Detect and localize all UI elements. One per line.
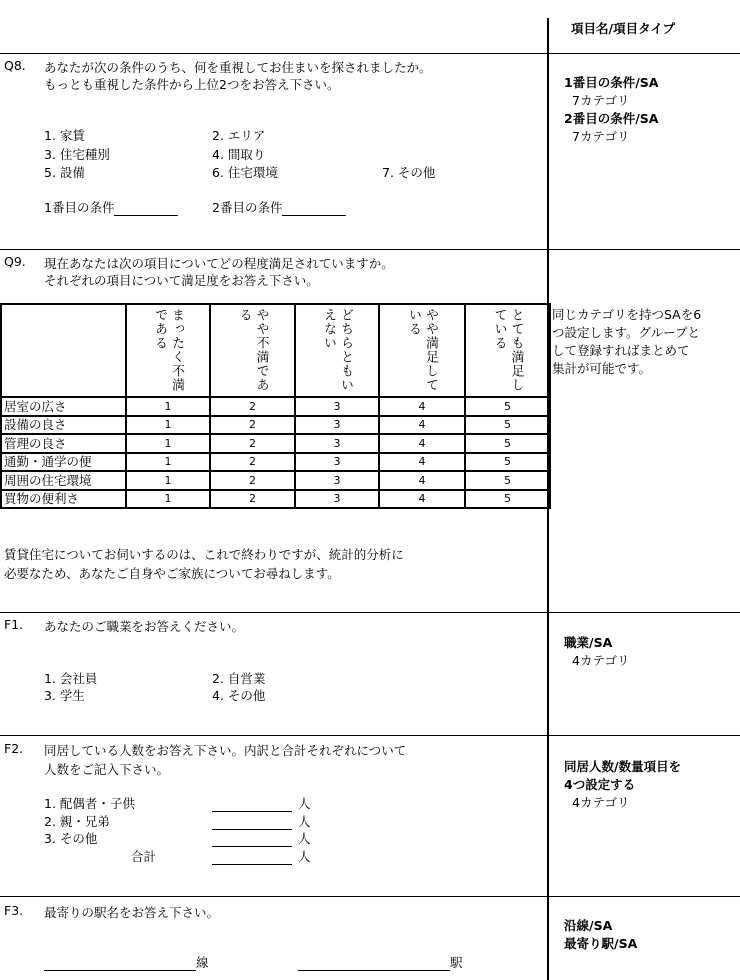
q8-side-item2: 2番目の条件/SA xyxy=(564,111,659,126)
q8-answer-2-label: 2番目の条件 xyxy=(212,200,283,215)
table-row xyxy=(1,416,550,435)
grid-header-row xyxy=(1,304,550,397)
q9-number: Q9. xyxy=(4,254,26,269)
grid-option-cell[interactable]: 4 xyxy=(379,434,465,453)
f3-line-input xyxy=(44,953,209,971)
section-divider xyxy=(0,249,740,250)
q8-text-line1: あなたが次の条件のうち、何を重視してお住まいを探されましたか。 xyxy=(44,60,432,75)
q8-side-cat2: 7カテゴリ xyxy=(572,129,630,144)
grid-row-label: 居室の広さ xyxy=(1,397,126,416)
q9-side-note-4: 集計が可能です。 xyxy=(552,361,652,376)
f1-side-item: 職業/SA xyxy=(564,635,613,650)
grid-option-cell[interactable]: 4 xyxy=(379,490,465,509)
q9-side-note-1: 同じカテゴリを持つSAを6 xyxy=(552,307,702,322)
q8-answer-2-blank[interactable] xyxy=(282,203,346,216)
f2-total-blank[interactable] xyxy=(212,852,292,865)
f3-number: F3. xyxy=(4,903,24,918)
table-row xyxy=(1,453,550,472)
f2-item-2-input xyxy=(212,812,311,830)
grid-option-cell[interactable]: 4 xyxy=(379,453,465,472)
f2-item-2-unit: 人 xyxy=(298,814,311,829)
grid-option-cell[interactable]: 4 xyxy=(379,471,465,490)
grid-option-cell[interactable]: 5 xyxy=(465,453,550,472)
grid-option-cell[interactable]: 4 xyxy=(379,397,465,416)
section-divider xyxy=(0,735,740,736)
intro-line1: 賃貸住宅についてお伺いするのは、これで終わりですが、統計的分析に xyxy=(4,547,404,562)
grid-column-header: とても満足している xyxy=(465,304,550,397)
grid-option-cell[interactable]: 4 xyxy=(379,416,465,435)
q8-text-line2: もっとも重視した条件から上位2つをお答え下さい。 xyxy=(44,77,340,92)
q9-side-note-3: して登録すればまとめて xyxy=(552,343,690,358)
grid-row-label: 通勤・通学の便 xyxy=(1,453,126,472)
grid-row-label: 周囲の住宅環境 xyxy=(1,471,126,490)
grid-option-cell[interactable]: 1 xyxy=(126,471,210,490)
f2-text-line2: 人数をご記入下さい。 xyxy=(44,762,170,777)
grid-option-cell[interactable]: 5 xyxy=(465,471,550,490)
f2-total-label: 合計 xyxy=(131,849,157,864)
q8-side-cat1: 7カテゴリ xyxy=(572,93,630,108)
grid-option-cell[interactable]: 5 xyxy=(465,434,550,453)
grid-option-cell[interactable]: 3 xyxy=(295,490,379,509)
grid-row-label: 買物の便利さ xyxy=(1,490,126,509)
grid-option-cell[interactable]: 2 xyxy=(210,416,295,435)
f1-number: F1. xyxy=(4,617,24,632)
grid-option-cell[interactable]: 1 xyxy=(126,453,210,472)
grid-option-cell[interactable]: 3 xyxy=(295,416,379,435)
grid-option-cell[interactable]: 5 xyxy=(465,416,550,435)
table-row xyxy=(1,471,550,490)
q8-answer-1 xyxy=(44,198,178,216)
section-divider xyxy=(0,612,740,613)
grid-option-cell[interactable]: 5 xyxy=(465,397,550,416)
grid-option-cell[interactable]: 2 xyxy=(210,434,295,453)
grid-option-cell[interactable]: 3 xyxy=(295,453,379,472)
grid-column-header: まったく不満である xyxy=(126,304,210,397)
q8-option-3: 3. 住宅種別 xyxy=(44,147,110,162)
grid-row-label: 設備の良さ xyxy=(1,416,126,435)
q8-option-2: 2. エリア xyxy=(212,128,266,143)
f2-item-3-blank[interactable] xyxy=(212,834,292,847)
f3-text-line1: 最寄りの駅名をお答え下さい。 xyxy=(44,905,220,920)
f1-side-cat: 4カテゴリ xyxy=(572,653,630,668)
f2-number: F2. xyxy=(4,741,24,756)
f3-side-item2: 最寄り駅/SA xyxy=(564,936,638,951)
grid-option-cell[interactable]: 1 xyxy=(126,416,210,435)
section-divider xyxy=(0,896,740,897)
f1-option-3: 3. 学生 xyxy=(44,688,85,703)
f3-side-item1: 沿線/SA xyxy=(564,918,613,933)
intro-line2: 必要なため、あなたご自身やご家族についてお尋ねします。 xyxy=(4,566,340,581)
q8-answer-1-label: 1番目の条件 xyxy=(44,200,115,215)
grid-row-label: 管理の良さ xyxy=(1,434,126,453)
grid-option-cell[interactable]: 2 xyxy=(210,471,295,490)
grid-corner-cell xyxy=(1,304,126,397)
table-row xyxy=(1,434,550,453)
grid-option-cell[interactable]: 1 xyxy=(126,434,210,453)
f3-line-blank[interactable] xyxy=(44,958,196,971)
table-row xyxy=(1,490,550,509)
f2-side-item2: 4つ設定する xyxy=(564,777,636,792)
q8-option-6: 6. 住宅環境 xyxy=(212,165,278,180)
grid-option-cell[interactable]: 1 xyxy=(126,490,210,509)
grid-option-cell[interactable]: 2 xyxy=(210,453,295,472)
f2-item-3-unit: 人 xyxy=(298,831,311,846)
grid-option-cell[interactable]: 5 xyxy=(465,490,550,509)
f2-side-item1: 同居人数/数量項目を xyxy=(564,759,682,774)
f2-item-1-unit: 人 xyxy=(298,796,311,811)
grid-option-cell[interactable]: 3 xyxy=(295,471,379,490)
f2-item-2: 2. 親・兄弟 xyxy=(44,814,110,829)
f1-option-4: 4. その他 xyxy=(212,688,266,703)
f3-line-label: 線 xyxy=(196,955,209,970)
q8-option-4: 4. 間取り xyxy=(212,147,266,162)
f2-item-3-input xyxy=(212,829,311,847)
grid-option-cell[interactable]: 2 xyxy=(210,397,295,416)
q9-text-line1: 現在あなたは次の項目についてどの程度満足されていますか。 xyxy=(44,256,394,271)
f1-option-2: 2. 自営業 xyxy=(212,671,266,686)
q8-side-item1: 1番目の条件/SA xyxy=(564,75,659,90)
f2-item-1-input xyxy=(212,794,311,812)
q8-option-7: 7. その他 xyxy=(382,165,436,180)
f1-option-1: 1. 会社員 xyxy=(44,671,98,686)
q9-text-line2: それぞれの項目について満足度をお答え下さい。 xyxy=(44,273,319,288)
grid-option-cell[interactable]: 1 xyxy=(126,397,210,416)
f2-item-1-blank[interactable] xyxy=(212,799,292,812)
q9-side-note-2: つ設定します。グループと xyxy=(552,325,701,340)
grid-column-header: やや満足している xyxy=(379,304,465,397)
f2-side-cat: 4カテゴリ xyxy=(572,795,630,810)
q8-answer-2 xyxy=(212,198,346,216)
f2-item-3: 3. その他 xyxy=(44,831,98,846)
f2-text-line1: 同居している人数をお答え下さい。内訳と合計それぞれについて xyxy=(44,743,407,758)
f3-station-blank[interactable] xyxy=(298,958,450,971)
f3-station-label: 駅 xyxy=(450,955,463,970)
header-right-title: 項目名/項目タイプ xyxy=(571,21,675,36)
table-row xyxy=(1,397,550,416)
grid-column-header: やや不満である xyxy=(210,304,295,397)
f3-station-input xyxy=(298,953,463,971)
q8-option-5: 5. 設備 xyxy=(44,165,85,180)
f2-item-1: 1. 配偶者・子供 xyxy=(44,796,135,811)
q8-option-1: 1. 家賃 xyxy=(44,128,85,143)
grid-option-cell[interactable]: 2 xyxy=(210,490,295,509)
f2-total-unit: 人 xyxy=(298,849,311,864)
grid-option-cell[interactable]: 3 xyxy=(295,397,379,416)
q8-number: Q8. xyxy=(4,58,26,73)
q8-answer-1-blank[interactable] xyxy=(114,203,178,216)
section-divider xyxy=(0,53,740,54)
f2-total-input xyxy=(212,847,311,865)
q9-satisfaction-grid xyxy=(0,303,551,509)
grid-option-cell[interactable]: 3 xyxy=(295,434,379,453)
grid-column-header: どちらともいえない xyxy=(295,304,379,397)
f1-text-line1: あなたのご職業をお答えください。 xyxy=(44,619,245,634)
